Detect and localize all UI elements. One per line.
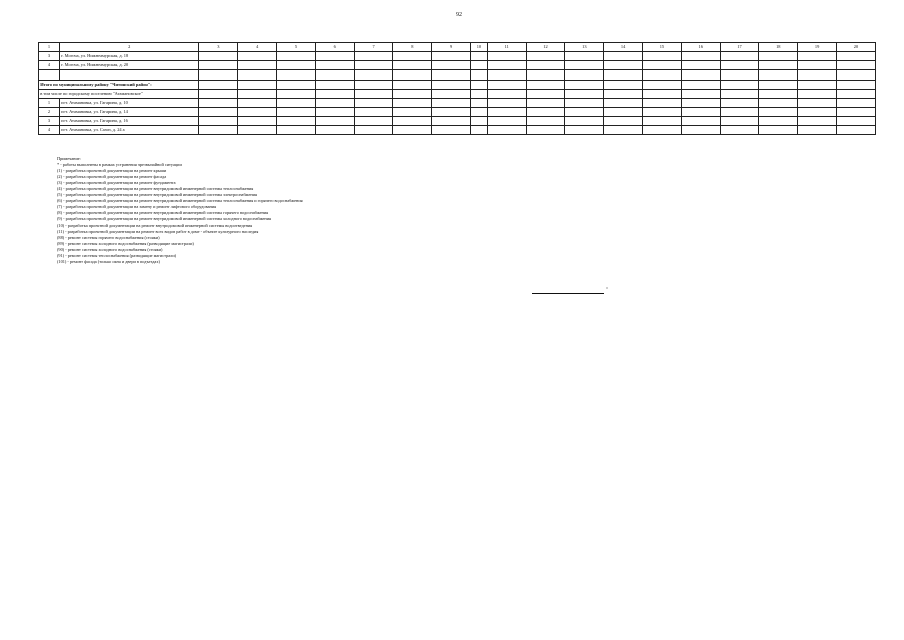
- table-cell: [277, 61, 316, 70]
- table-cell: [393, 90, 432, 99]
- table-cell: [643, 61, 682, 70]
- table-cell: [643, 70, 682, 81]
- column-header: 10: [471, 43, 488, 52]
- table-cell: пгт. Атамановка, ул. Гагарина, д. 16: [59, 117, 199, 126]
- column-header: 7: [354, 43, 393, 52]
- table-cell: [315, 117, 354, 126]
- table-cell: [837, 70, 876, 81]
- table-cell: г. Могоча, ул. Нижнеамурская, д. 20: [59, 61, 199, 70]
- column-header: 2: [59, 43, 199, 52]
- table-cell: [277, 81, 316, 90]
- table-cell: [798, 108, 837, 117]
- table-cell: [526, 108, 565, 117]
- table-row: [39, 126, 876, 135]
- column-header: 9: [432, 43, 471, 52]
- table-cell: [643, 117, 682, 126]
- table-cell: [798, 81, 837, 90]
- note-line: (11) - разработка проектной документации на ремонт всех видов работ в доме - объекте культурного наследия: [57, 228, 259, 234]
- table-cell: [565, 126, 604, 135]
- note-line: (1) - разработка проектной документации на ремонт крыши: [57, 168, 167, 174]
- table-cell: [471, 70, 488, 81]
- table-cell: [643, 81, 682, 90]
- table-cell: [681, 61, 720, 70]
- table-cell: [798, 90, 837, 99]
- table-row: [39, 90, 876, 99]
- table-cell: [238, 90, 277, 99]
- table-cell: [277, 52, 316, 61]
- table-cell: [837, 61, 876, 70]
- table-cell: пгт. Атамановка, ул. Сазиз, д. 24 а: [59, 126, 199, 135]
- table-cell: [432, 52, 471, 61]
- table-cell: [432, 70, 471, 81]
- table-cell: [354, 90, 393, 99]
- table-cell: [837, 117, 876, 126]
- table-cell: [720, 90, 759, 99]
- notes-title: Примечание:: [57, 156, 81, 161]
- table-cell: [681, 126, 720, 135]
- table-cell: [681, 52, 720, 61]
- table-cell: [432, 90, 471, 99]
- table-cell: [681, 70, 720, 81]
- table-cell: [798, 61, 837, 70]
- table-cell: [720, 61, 759, 70]
- table-cell: [393, 52, 432, 61]
- table-row: [39, 81, 876, 90]
- table-row: [39, 70, 876, 81]
- table-cell: в том числе по городскому поселению "Атамановское": [39, 90, 199, 99]
- table-cell: [604, 61, 643, 70]
- table-cell: [199, 117, 238, 126]
- table-row: [39, 99, 876, 108]
- table-cell: [643, 126, 682, 135]
- table-cell: [471, 52, 488, 61]
- column-header: 11: [487, 43, 526, 52]
- table-cell: [487, 52, 526, 61]
- column-header: 1: [39, 43, 60, 52]
- note-line: (90) - ремонт системы холодного водоснабжения (стояки): [57, 246, 163, 252]
- table-cell: [393, 70, 432, 81]
- table-cell: [681, 90, 720, 99]
- table-cell: [643, 52, 682, 61]
- column-header: 18: [759, 43, 798, 52]
- table-cell: [526, 81, 565, 90]
- table-cell: [759, 81, 798, 90]
- table-cell: Итого по муниципальному району "Читинский район":: [39, 81, 199, 90]
- table-cell: [393, 61, 432, 70]
- table-cell: [315, 61, 354, 70]
- table-cell: [759, 70, 798, 81]
- table-cell: [720, 70, 759, 81]
- table-cell: [604, 117, 643, 126]
- table-cell: [277, 126, 316, 135]
- table-cell: 2: [39, 108, 60, 117]
- table-cell: [681, 117, 720, 126]
- table-cell: [759, 90, 798, 99]
- table-cell: [604, 126, 643, 135]
- table-cell: [199, 90, 238, 99]
- table-cell: [315, 81, 354, 90]
- table-cell: [798, 117, 837, 126]
- table-cell: [199, 108, 238, 117]
- table-cell: [604, 108, 643, 117]
- table-row: [39, 61, 876, 70]
- table-cell: [759, 61, 798, 70]
- table-cell: [759, 126, 798, 135]
- table-cell: [432, 108, 471, 117]
- table-cell: [238, 117, 277, 126]
- table-cell: [798, 52, 837, 61]
- table-header-row: [39, 43, 876, 52]
- table-cell: [720, 117, 759, 126]
- table-cell: [604, 81, 643, 90]
- table-cell: [277, 108, 316, 117]
- table-cell: [315, 126, 354, 135]
- column-header: 4: [238, 43, 277, 52]
- table-cell: [565, 90, 604, 99]
- table-cell: [604, 90, 643, 99]
- table-cell: [354, 108, 393, 117]
- column-header: 20: [837, 43, 876, 52]
- column-header: 14: [604, 43, 643, 52]
- table-cell: [837, 81, 876, 90]
- column-header: 15: [643, 43, 682, 52]
- table-cell: [604, 70, 643, 81]
- table-cell: [393, 126, 432, 135]
- table-cell: [238, 81, 277, 90]
- table-cell: [238, 126, 277, 135]
- table-cell: [487, 61, 526, 70]
- table-cell: [487, 81, 526, 90]
- table-cell: [238, 52, 277, 61]
- table-cell: [277, 90, 316, 99]
- table-cell: [798, 99, 837, 108]
- table-cell: [837, 90, 876, 99]
- column-header: 3: [199, 43, 238, 52]
- table-cell: [354, 126, 393, 135]
- table-cell: [199, 99, 238, 108]
- table-cell: [354, 117, 393, 126]
- table-cell: [837, 108, 876, 117]
- note-line: (91) - ремонт системы теплоснабжения (разводящие магистрали): [57, 252, 177, 258]
- table-cell: [471, 117, 488, 126]
- column-header: 16: [681, 43, 720, 52]
- table-cell: [487, 126, 526, 135]
- table-cell: [471, 108, 488, 117]
- table-cell: [199, 70, 238, 81]
- table-cell: г. Могоча, ул. Нижнеамурская, д. 18: [59, 52, 199, 61]
- table-cell: [837, 99, 876, 108]
- table-cell: [487, 108, 526, 117]
- table-cell: [315, 99, 354, 108]
- column-header: 13: [565, 43, 604, 52]
- table-cell: [526, 126, 565, 135]
- table-cell: пгт. Атамановка, ул. Гагарина, д. 14: [59, 108, 199, 117]
- note-line: (8) - разработка проектной документации на ремонт внутридомовой инженерной системы горячего водоснабжения: [57, 210, 269, 216]
- note-line: (4) - разработка проектной документации на ремонт внутридомовой инженерной системы теплоснабжения: [57, 186, 254, 192]
- table-cell: [565, 52, 604, 61]
- table-cell: [487, 99, 526, 108]
- table-cell: [471, 61, 488, 70]
- table-cell: [604, 99, 643, 108]
- table-cell: [238, 61, 277, 70]
- table-cell: [315, 70, 354, 81]
- table-cell: 3: [39, 52, 60, 61]
- table-cell: [720, 99, 759, 108]
- table-cell: [565, 61, 604, 70]
- table-cell: [315, 52, 354, 61]
- table-cell: [354, 61, 393, 70]
- program-table: [38, 42, 876, 135]
- note-line: (3) - разработка проектной документации на ремонт фундамента: [57, 180, 176, 186]
- note-line: (5) - разработка проектной документации на ремонт внутридомовой инженерной системы электроснабжения: [57, 192, 257, 198]
- table-cell: [393, 108, 432, 117]
- table-cell: [681, 81, 720, 90]
- table-cell: [315, 90, 354, 99]
- table-cell: [526, 90, 565, 99]
- table-cell: [487, 90, 526, 99]
- column-header: 19: [798, 43, 837, 52]
- table-cell: [565, 70, 604, 81]
- note-line: (10) - разработка проектной документации на ремонт внутридомовой инженерной системы водоотведения: [57, 222, 253, 228]
- table-cell: [720, 126, 759, 135]
- note-line: (88) - ремонт системы горячего водоснабжения (стояки): [57, 234, 160, 240]
- signature-closing-mark: ": [606, 288, 609, 293]
- column-header: 12: [526, 43, 565, 52]
- table-cell: [432, 126, 471, 135]
- note-line: (101) - ремонт фасада (только окна и двери в подъездах): [57, 258, 160, 264]
- signature-line: [532, 293, 604, 294]
- table-cell: пгт. Атамановка, ул. Гагарина, д. 10: [59, 99, 199, 108]
- table-cell: [759, 108, 798, 117]
- table-cell: [59, 70, 199, 81]
- note-line: (7) - разработка проектной документации на замену и ремонт лифтового оборудования: [57, 204, 217, 210]
- note-line: (89) - ремонт системы холодного водоснабжения (разводящие магистрали): [57, 240, 194, 246]
- table-cell: 3: [39, 117, 60, 126]
- table-cell: [798, 126, 837, 135]
- table-cell: [277, 70, 316, 81]
- table-cell: [471, 81, 488, 90]
- notes-block: [57, 156, 303, 265]
- note-line: * - работы выполнены в рамках устранения чрезвычайной ситуации: [57, 162, 182, 168]
- table-cell: 1: [39, 99, 60, 108]
- table-cell: [471, 99, 488, 108]
- table-cell: [354, 52, 393, 61]
- table-cell: [759, 52, 798, 61]
- table-cell: [277, 117, 316, 126]
- column-header: 8: [393, 43, 432, 52]
- table-cell: [432, 61, 471, 70]
- table-cell: [759, 99, 798, 108]
- table-cell: [432, 99, 471, 108]
- table-cell: [238, 108, 277, 117]
- table-cell: [487, 117, 526, 126]
- table-cell: [393, 81, 432, 90]
- table-cell: [526, 117, 565, 126]
- table-cell: [199, 52, 238, 61]
- table-row: [39, 108, 876, 117]
- table-cell: [643, 99, 682, 108]
- table-cell: [526, 70, 565, 81]
- table-cell: [720, 81, 759, 90]
- column-header: 6: [315, 43, 354, 52]
- table-cell: [238, 99, 277, 108]
- table-cell: [565, 117, 604, 126]
- table-cell: [565, 108, 604, 117]
- table-cell: [471, 90, 488, 99]
- column-header: 5: [277, 43, 316, 52]
- note-line: (2) - разработка проектной документации на ремонт фасада: [57, 174, 167, 180]
- table-cell: [199, 81, 238, 90]
- table-body: [39, 52, 876, 135]
- table-cell: [681, 108, 720, 117]
- table-cell: [487, 70, 526, 81]
- note-line: (9) - разработка проектной документации на ремонт внутридомовой инженерной системы холодного водоснабжения: [57, 216, 271, 222]
- table-cell: [643, 108, 682, 117]
- table-cell: [565, 99, 604, 108]
- table-cell: [837, 126, 876, 135]
- table-cell: [604, 52, 643, 61]
- table-cell: [277, 99, 316, 108]
- table-cell: [199, 61, 238, 70]
- table-cell: [526, 61, 565, 70]
- table-cell: [199, 126, 238, 135]
- table-cell: [432, 117, 471, 126]
- table-cell: [720, 108, 759, 117]
- table-cell: [354, 70, 393, 81]
- table-cell: [354, 99, 393, 108]
- table-cell: [565, 81, 604, 90]
- table-row: [39, 52, 876, 61]
- table-cell: [526, 99, 565, 108]
- column-header: 17: [720, 43, 759, 52]
- table-cell: [354, 81, 393, 90]
- table-cell: [643, 90, 682, 99]
- note-line: (6) - разработка проектной документации на ремонт внутридомовой инженерной системы теплоснабжения и горячего водоснабжения: [57, 198, 303, 204]
- table-cell: [759, 117, 798, 126]
- notes-lines: [57, 162, 303, 265]
- table-cell: [837, 52, 876, 61]
- table-row: [39, 117, 876, 126]
- table-cell: [393, 99, 432, 108]
- table-cell: [39, 70, 60, 81]
- table-cell: [526, 52, 565, 61]
- table-cell: [393, 117, 432, 126]
- table-cell: [720, 52, 759, 61]
- table-cell: [471, 126, 488, 135]
- table-cell: [681, 99, 720, 108]
- table-cell: 4: [39, 61, 60, 70]
- table-cell: 4: [39, 126, 60, 135]
- table-cell: [432, 81, 471, 90]
- table-cell: [798, 70, 837, 81]
- page-number: 92: [456, 12, 462, 18]
- table-cell: [315, 108, 354, 117]
- table-cell: [238, 70, 277, 81]
